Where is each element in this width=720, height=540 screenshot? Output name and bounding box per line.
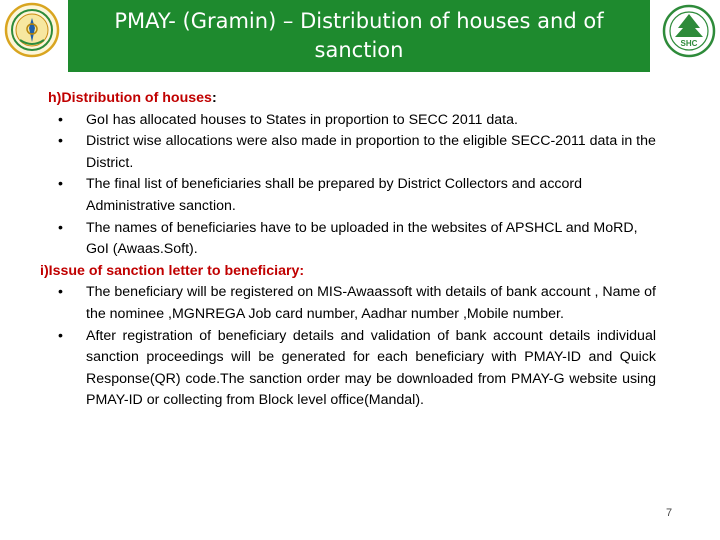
- shc-logo-text: SHC: [680, 39, 698, 48]
- list-item: [0, 282, 720, 325]
- list-item: [0, 131, 720, 174]
- list-item: [0, 218, 720, 261]
- slide-title: PMAY- (Gramin) – Distribution of houses and of sanction: [114, 9, 604, 62]
- bullet-text: District wise allocations were also made in proportion to the eligible SECC-2011 data in the District.: [86, 133, 656, 171]
- section-h-heading: [48, 88, 668, 110]
- slide-content: [0, 88, 720, 412]
- bullet-text: The final list of beneficiaries shall be prepared by District Collectors and accord Administrative sanction.: [86, 176, 583, 214]
- bullet-text: The beneficiary will be registered on MIS-Awaassoft with details of bank account , Name of the nominee ,MGNREGA Job card number, Aadhar number ,Mobile number.: [86, 284, 656, 322]
- bullet-dot: •: [58, 219, 63, 236]
- section-i-heading: i)Issue of sanction letter to beneficiary:: [40, 262, 305, 279]
- list-item: [0, 174, 720, 217]
- page-number: 7: [666, 507, 673, 519]
- bullet-text: After registration of beneficiary details and validation of bank account details individual sanction proceedings will be generated for each beneficiary with PMAY-ID and Quick Response(QR) code.The sanction order may be downloaded from PMAY-G website using PMAY-ID or collecting from Block level office(Mandal).: [86, 327, 656, 409]
- bullet-text: GoI has allocated houses to States in proportion to SECC 2011 data.: [86, 111, 518, 128]
- bullet-text: The names of beneficiaries have to be uploaded in the websites of APSHCL and MoRD, GoI (Awaas.Soft).: [86, 219, 638, 258]
- title-banner: [68, 0, 650, 72]
- bullet-dot: •: [58, 176, 63, 193]
- andhra-pradesh-emblem-logo: [4, 2, 60, 58]
- section-h-heading-text: h)Distribution of houses: [48, 90, 212, 106]
- bullet-dot: •: [58, 327, 63, 344]
- list-item: [0, 326, 720, 412]
- list-item: [0, 110, 720, 132]
- bullet-dot: •: [58, 133, 63, 150]
- bullet-dot: •: [58, 284, 63, 301]
- shc-logo: [662, 4, 716, 58]
- section-h-colon: :: [211, 90, 217, 106]
- bullet-dot: •: [58, 111, 63, 128]
